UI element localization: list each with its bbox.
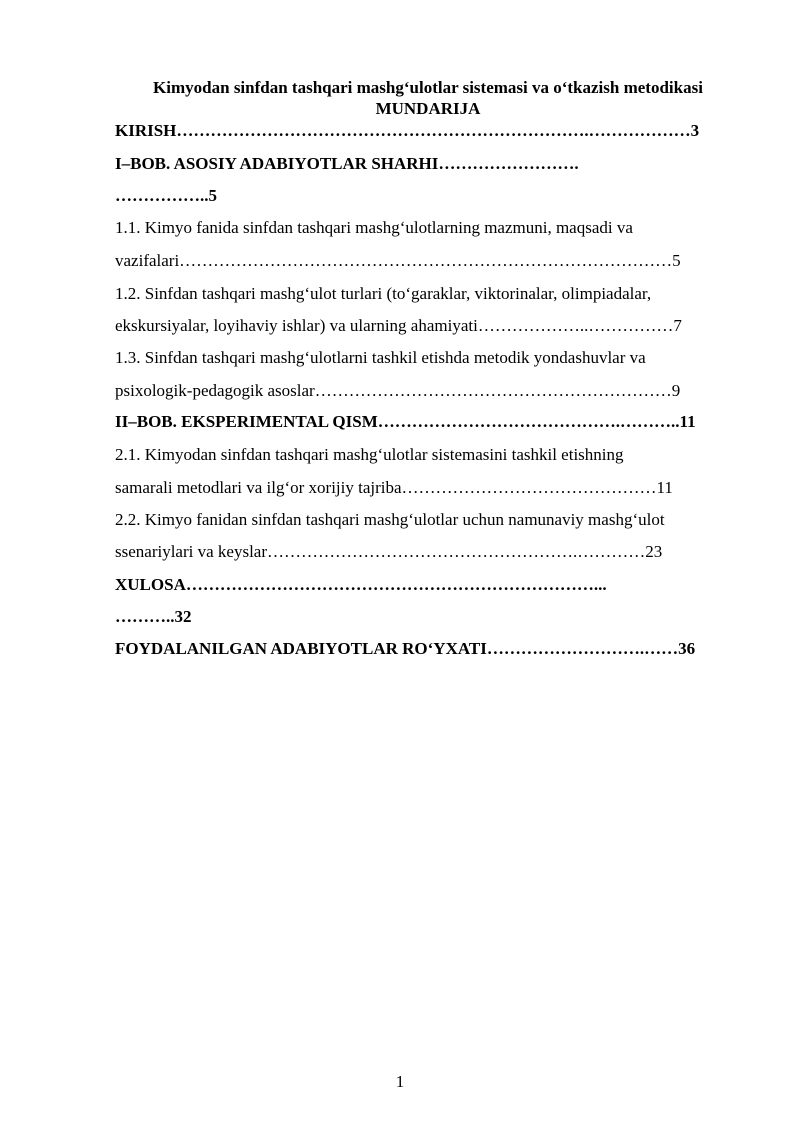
- toc-entry-2-2-cont: ssenariylari va keyslar……………………………………………….…………23: [115, 542, 663, 561]
- toc-entry-chapter-1: I–BOB. ASOSIY ADABIYOTLAR SHARHI…………………….: [115, 154, 579, 173]
- toc-entry-2-2: 2.2. Kimyo fanidan sinfdan tashqari mashg‘ulotlar uchun namunaviy mashg‘ulot: [115, 510, 665, 529]
- toc-entry-kirish: KIRISH……………………………………………………………….………………3: [115, 121, 700, 140]
- title-block: [115, 77, 741, 119]
- toc-entry-1-2-cont: ekskursiyalar, loyihaviy ishlar) va ularning ahamiyati………………..……………7: [115, 316, 682, 335]
- toc-entry-1-3: 1.3. Sinfdan tashqari mashg‘ulotlarni tashkil etishda metodik yondashuvlar va: [115, 348, 646, 367]
- toc-entry-1-2: 1.2. Sinfdan tashqari mashg‘ulot turlari (to‘garaklar, viktorinalar, olimpiadalar,: [115, 284, 652, 303]
- toc-entry-xulosa-page: ………..32: [115, 607, 192, 626]
- toc-entry-chapter-1-page: ……………..5: [115, 186, 217, 205]
- toc-entry-2-1-cont: samarali metodlari va ilg‘or xorijiy tajriba………………………………………11: [115, 478, 673, 497]
- toc-entry-chapter-2: II–BOB. EKSPERIMENTAL QISM…………………………………….………..11: [115, 412, 696, 431]
- toc-entry-bibliography: FOYDALANILGAN ADABIYOTLAR RO‘YXATI……………………….……36: [115, 639, 696, 658]
- toc-heading: MUNDARIJA: [375, 99, 481, 118]
- toc-entry-1-3-cont: psixologik-pedagogik asoslar………………………………………………………9: [115, 381, 681, 400]
- page-number: 1: [395, 1072, 405, 1091]
- toc-entry-2-1: 2.1. Kimyodan sinfdan tashqari mashg‘ulotlar sistemasini tashkil etishning: [115, 445, 624, 464]
- toc-entry-1-1-cont: vazifalari……………………………………………………………………………5: [115, 251, 681, 270]
- toc-entry-xulosa: XULOSA………………………………………………………………...: [115, 575, 607, 594]
- toc-entry-1-1: 1.1. Kimyo fanida sinfdan tashqari mashg‘ulotlarning mazmuni, maqsadi va: [115, 218, 633, 237]
- document-title: Kimyodan sinfdan tashqari mashg‘ulotlar sistemasi va o‘tkazish metodikasi: [153, 78, 703, 97]
